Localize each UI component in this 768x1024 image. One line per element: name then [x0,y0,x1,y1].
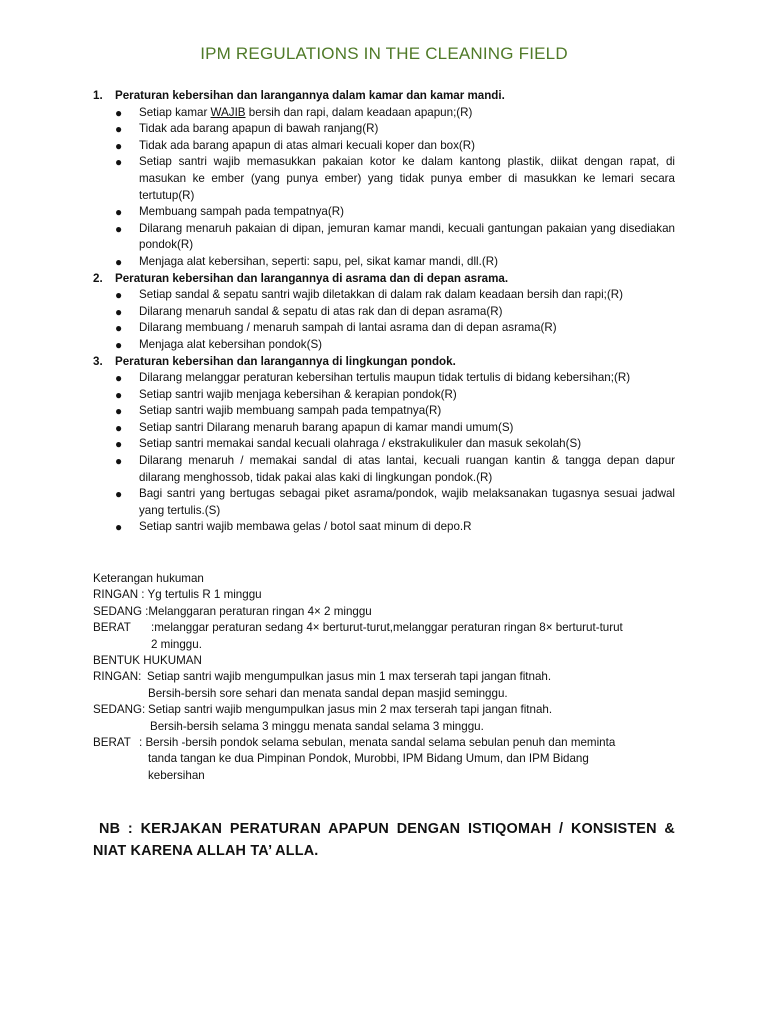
list-item: ● Setiap santri wajib memasukkan pakaian kotor ke dalam kantong plastik, diikat dengan rapat, di masukan ke ember (yang punya ember) yang tidak punya ember di masukkan ke lemari secara tertutup(R) [93,154,675,204]
list-item: ● Setiap santri Dilarang menaruh barang apapun di kamar mandi umum(S) [115,420,514,435]
regulations-list [93,88,675,536]
list-item: ● Setiap santri wajib menjaga kebersihan & kerapian pondok(R) [115,387,457,402]
list-item: ● Dilarang menaruh pakaian di dipan, jemuran kamar mandi, kecuali gantungan pakaian yang disediakan pondok(R) [93,221,675,254]
section-heading [93,271,675,288]
bullet-icon: ● [115,454,123,469]
penalty-notes [93,571,675,784]
list-item: ● Dilarang melanggar peraturan kebersihan tertulis maupun tidak tertulis di bidang kebersihan;(R) [115,371,631,386]
bullet-icon: ● [115,254,123,269]
list-item: ● Setiap kamar WAJIB bersih dan rapi, dalam keadaan apapun;(R) [115,105,473,120]
bullet-icon: ● [115,487,123,502]
section-title: Peraturan kebersihan dan larangannya di asrama dan di depan asrama. [115,271,509,285]
penalty-heading: Keterangan hukuman [93,572,204,585]
bullet-icon: ● [115,288,123,303]
section-heading [93,88,675,105]
bullet-icon: ● [115,138,123,153]
list-item: ● Tidak ada barang apapun di atas almari kecuali koper dan box(R) [115,138,475,153]
list-item: ● Menjaga alat kebersihan pondok(S) [115,337,323,352]
section-number: 3. [93,354,103,368]
punishment-berat-cont: kebersihan [148,768,205,782]
punishment-berat-cont: tanda tangan ke dua Pimpinan Pondok, Murobbi, IPM Bidang Umum, dan IPM Bidang [148,752,589,766]
bullet-icon: ● [115,105,123,120]
bullet-icon: ● [115,420,123,435]
document-title: IPM REGULATIONS IN THE CLEANING FIELD [200,44,568,63]
nb-note: NB : KERJAKAN PERATURAN APAPUN DENGAN ISTIQOMAH / KONSISTEN & NIAT KARENA ALLAH TA’ ALLA. [93,821,675,859]
punishment-sedang: SEDANG: Setiap santri wajib mengumpulkan jasus min 2 max terserah tapi jangan fitnah. [93,703,553,717]
punishment-ringan: RINGAN: Setiap santri wajib mengumpulkan jasus min 1 max terserah tapi jangan fitnah. [93,670,552,684]
list-item: ● Setiap santri wajib membuang sampah pada tempatnya(R) [115,404,442,419]
section-number: 1. [93,89,103,102]
punishment-berat: BERAT : Bersih -bersih pondok selama sebulan, menata sandal selama sebulan penuh dan meminta [93,736,616,750]
bullet-icon: ● [115,122,123,137]
punishment-sedang-cont: Bersih-bersih selama 3 minggu menata sandal selama 3 minggu. [150,719,484,733]
penalty-ringan: RINGAN : Yg tertulis R 1 minggu [93,588,262,602]
bullet-icon: ● [115,387,123,402]
bullet-icon: ● [115,321,123,336]
bullet-icon: ● [115,205,123,220]
list-item: ● Bagi santri yang bertugas sebagai piket asrama/pondok, wajib melaksanakan tugasnya sesuai jadwal yang tertulis.(S) [93,486,675,519]
bullet-icon: ● [115,304,123,319]
penalty-berat-cont: 2 minggu. [151,637,202,651]
list-item: ● Tidak ada barang apapun di bawah ranjang(R) [115,122,379,137]
bullet-icon: ● [115,437,123,452]
penalty-sedang: SEDANG :Melanggaran peraturan ringan 4× 2 minggu [93,604,372,618]
section-number: 2. [93,271,103,285]
list-item: ● Setiap santri memakai sandal kecuali olahraga / ekstrakulikuler dan masuk sekolah(S) [115,437,582,452]
bullet-icon: ● [115,155,123,170]
section-title: Peraturan kebersihan dan larangannya dalam kamar dan kamar mandi. [115,89,505,102]
bullet-icon: ● [115,337,123,352]
list-item: ● Setiap sandal & sepatu santri wajib diletakkan di dalam rak dalam keadaan bersih dan rapi;(R) [115,288,623,303]
section-title: Peraturan kebersihan dan larangannya di lingkungan pondok. [115,354,456,368]
bullet-icon: ● [115,404,123,419]
list-item: ● Dilarang membuang / menaruh sampah di lantai asrama dan di depan asrama(R) [115,321,557,336]
bullet-icon: ● [115,221,123,236]
punishment-heading: BENTUK HUKUMAN [93,654,202,668]
list-item: ● Setiap santri wajib membawa gelas / botol saat minum di depo.R [115,520,472,535]
list-item: ● Menjaga alat kebersihan, seperti: sapu, pel, sikat kamar mandi, dll.(R) [115,254,498,269]
bullet-icon: ● [115,520,123,535]
penalty-berat: BERAT :melanggar peraturan sedang 4× berturut-turut,melanggar peraturan ringan 8× berturut-turut [93,621,623,635]
punishment-ringan-cont: Bersih-bersih sore sehari dan menata sandal depan masjid seminggu. [148,686,508,700]
bullet-icon: ● [115,371,123,386]
list-item: ● Dilarang menaruh / memakai sandal di atas lantai, kecuali ruangan kantin & tangga depan dapur dilarang menghossob, tidak pakai alas kaki di lingkungan pondok.(R) [93,453,675,486]
list-item: ● Membuang sampah pada tempatnya(R) [115,205,344,220]
section-heading [93,354,675,371]
list-item: ● Dilarang menaruh sandal & sepatu di atas rak dan di depan asrama(R) [115,304,503,319]
